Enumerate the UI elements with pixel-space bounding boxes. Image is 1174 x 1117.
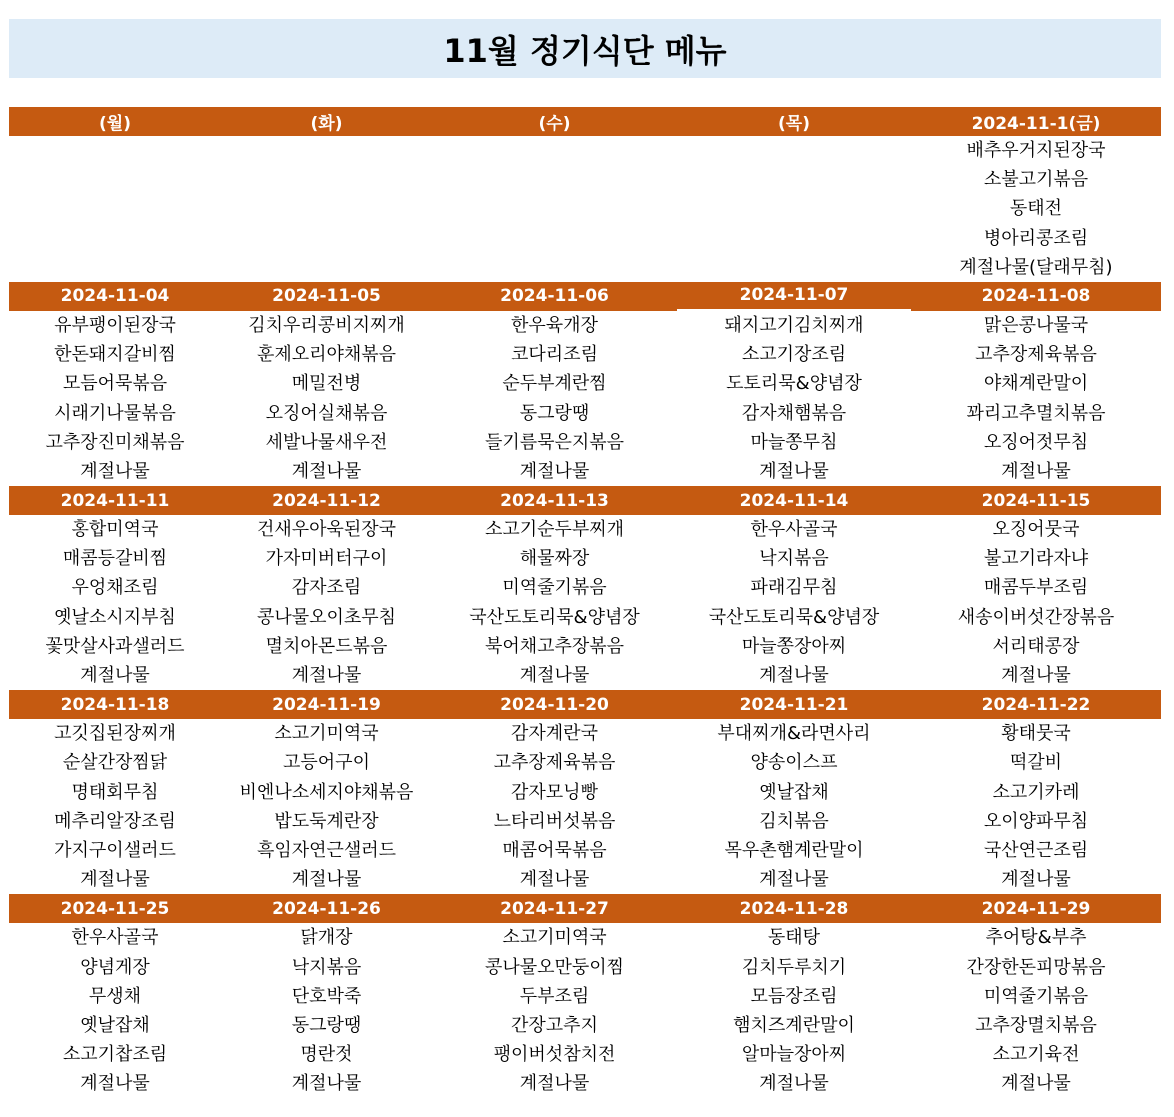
menu-item: 병아리콩조림 — [983, 227, 1089, 249]
menu-item: 고깃집된장찌개 — [54, 723, 176, 745]
day-header: 2024-11-18 — [9, 690, 221, 719]
menu-item: 알마늘장아찌 — [741, 1044, 847, 1066]
menu-item: 고추장진미채볶음 — [45, 431, 185, 453]
day-header: 2024-11-29 — [911, 894, 1161, 923]
menu-item: 계절나물 — [1001, 869, 1071, 891]
menu-item: 한우육개장 — [511, 314, 598, 336]
menu-item: 두부조림 — [519, 985, 590, 1007]
menu-item: 단호박죽 — [291, 985, 362, 1007]
day-header: 2024-11-05 — [221, 282, 432, 311]
menu-item: 소불고기볶음 — [983, 169, 1089, 191]
menu-item: 계절나물 — [1001, 1073, 1071, 1095]
menu-item: 한우사골국 — [71, 927, 159, 949]
menu-item: 동그랑땡 — [291, 1014, 362, 1036]
menu-item: 국산도토리묵&양념장 — [708, 606, 880, 628]
menu-item: 계절나물 — [759, 460, 829, 482]
menu-item: 가자미버터구이 — [265, 548, 388, 570]
day-menu — [677, 923, 911, 1098]
menu-item: 오징어실채볶음 — [265, 402, 388, 424]
day-header: 2024-11-12 — [221, 486, 432, 515]
menu-item: 꽃맛살사과샐러드 — [45, 635, 185, 657]
menu-item: 모듬어묵볶음 — [62, 373, 168, 395]
day-header: 2024-11-08 — [911, 282, 1161, 311]
menu-item: 비엔나소세지야채볶음 — [239, 781, 414, 803]
menu-item: 계절나물 — [80, 869, 150, 891]
day-menu — [911, 136, 1161, 282]
menu-item: 김치볶음 — [759, 810, 829, 832]
menu-item: 낙지볶음 — [759, 548, 829, 570]
menu-item: 가지구이샐러드 — [54, 839, 176, 861]
day-menu — [677, 719, 911, 894]
menu-item: 계절나물 — [759, 869, 829, 891]
menu-item: 계절나물 — [80, 665, 150, 686]
menu-item: 마늘쫑무침 — [750, 431, 838, 453]
menu-item: 동태탕 — [767, 927, 821, 949]
menu-item: 한우사골국 — [750, 519, 838, 541]
day-header: 2024-11-15 — [911, 486, 1161, 515]
day-menu — [9, 311, 221, 486]
menu-item: 김치두루치기 — [741, 956, 847, 978]
menu-item: 밥도둑계란장 — [274, 810, 379, 832]
menu-item: 국산도토리묵&양념장 — [469, 606, 640, 628]
day-menu — [9, 515, 221, 690]
day-menu — [9, 136, 221, 282]
day-header: 2024-11-04 — [9, 282, 221, 311]
menu-item: 순살간장찜닭 — [62, 752, 168, 774]
menu-item: 계절나물 — [1001, 460, 1071, 482]
menu-item: 코다리조림 — [511, 344, 598, 366]
menu-item: 오징어젓무침 — [983, 431, 1089, 453]
menu-item: 건새우아욱된장국 — [256, 519, 397, 541]
menu-item: 유부팽이된장국 — [54, 314, 176, 336]
day-header: 2024-11-22 — [911, 690, 1161, 719]
menu-item: 모듬장조림 — [750, 985, 838, 1007]
menu-item: 동태전 — [1009, 198, 1063, 220]
day-header: 2024-11-21 — [677, 690, 911, 719]
menu-item: 소고기순두부찌개 — [484, 519, 625, 541]
day-menu — [221, 515, 432, 690]
menu-item: 양념게장 — [80, 956, 150, 978]
menu-item: 추어탕&부추 — [985, 927, 1087, 949]
day-header: 2024-11-07 — [677, 282, 911, 311]
day-header: (월) — [9, 107, 221, 136]
menu-item: 김치우리콩비지찌개 — [248, 314, 405, 336]
menu-item: 미역줄기볶음 — [502, 577, 607, 599]
menu-item: 계절나물(달래무침) — [959, 256, 1113, 278]
day-menu — [677, 136, 911, 282]
menu-item: 계절나물 — [519, 1073, 590, 1095]
menu-item: 옛날잡채 — [80, 1014, 150, 1036]
day-menu — [911, 719, 1161, 894]
menu-item: 꽈리고추멸치볶음 — [966, 402, 1106, 424]
page-title: 11월 정기식단 메뉴 — [443, 31, 727, 70]
day-header: 2024-11-1(금) — [911, 107, 1161, 136]
menu-item: 서리태콩장 — [992, 635, 1080, 657]
menu-item: 맑은콩나물국 — [983, 314, 1089, 336]
menu-item: 소고기육전 — [992, 1044, 1080, 1066]
menu-item: 파래김무침 — [750, 577, 838, 599]
day-header: 2024-11-28 — [677, 894, 911, 923]
menu-item: 명태회무침 — [71, 781, 159, 803]
menu-item: 매콤등갈비찜 — [62, 548, 168, 570]
menu-item: 해물짜장 — [519, 548, 590, 570]
menu-item: 느타리버섯볶음 — [493, 810, 616, 832]
day-menu — [432, 719, 677, 894]
menu-item: 낙지볶음 — [291, 956, 362, 978]
menu-item: 한돈돼지갈비찜 — [54, 344, 176, 366]
menu-item: 옛날소시지부침 — [54, 606, 176, 628]
day-header: 2024-11-14 — [677, 486, 911, 515]
menu-item: 계절나물 — [80, 1073, 150, 1095]
menu-item: 콩나물오이초무침 — [256, 606, 397, 628]
menu-item: 계절나물 — [291, 869, 362, 891]
menu-item: 감자조림 — [291, 577, 362, 599]
menu-item: 옛날잡채 — [759, 781, 829, 803]
menu-item: 계절나물 — [1001, 665, 1071, 686]
menu-item: 계절나물 — [519, 460, 590, 482]
menu-item: 고등어구이 — [283, 752, 370, 774]
menu-item: 돼지고기김치찌개 — [724, 314, 864, 336]
menu-item: 동그랑땡 — [519, 402, 590, 424]
day-menu — [911, 515, 1161, 690]
day-header: 2024-11-26 — [221, 894, 432, 923]
menu-item: 양송이스프 — [750, 752, 838, 774]
menu-item: 간장고추지 — [511, 1014, 598, 1036]
menu-item: 계절나물 — [80, 460, 150, 482]
menu-table — [9, 107, 1161, 1098]
menu-item: 멸치아몬드볶음 — [265, 635, 388, 657]
menu-item: 감자모닝빵 — [511, 781, 598, 803]
menu-item: 계절나물 — [291, 1073, 362, 1095]
day-menu — [221, 136, 432, 282]
menu-item: 마늘쫑장아찌 — [741, 635, 847, 657]
menu-item: 소고기카레 — [992, 781, 1080, 803]
menu-item: 도토리묵&양념장 — [726, 373, 862, 395]
day-menu — [677, 515, 911, 690]
menu-item: 메추리알장조림 — [54, 810, 176, 832]
menu-item: 북어채고추장볶음 — [484, 635, 625, 657]
menu-item: 고추장멸치볶음 — [975, 1014, 1097, 1036]
menu-item: 계절나물 — [519, 665, 590, 686]
menu-item: 간장한돈피망볶음 — [966, 956, 1106, 978]
day-header: (수) — [432, 107, 677, 136]
day-menu — [432, 515, 677, 690]
menu-item: 계절나물 — [759, 665, 829, 686]
day-header: 2024-11-20 — [432, 690, 677, 719]
day-menu — [677, 311, 911, 486]
menu-item: 오이양파무침 — [983, 810, 1089, 832]
menu-item: 오징어뭇국 — [992, 519, 1080, 541]
menu-item: 야채계란말이 — [983, 373, 1089, 395]
menu-item: 소고기미역국 — [502, 927, 607, 949]
day-menu — [911, 923, 1161, 1098]
menu-item: 명란젓 — [300, 1044, 353, 1066]
day-menu — [9, 719, 221, 894]
menu-item: 고추장제육볶음 — [975, 344, 1097, 366]
menu-item: 부대찌개&라면사리 — [717, 723, 871, 745]
menu-item: 미역줄기볶음 — [983, 985, 1089, 1007]
menu-item: 닭개장 — [300, 927, 353, 949]
menu-item: 감자계란국 — [511, 723, 598, 745]
day-menu — [221, 719, 432, 894]
menu-item: 순두부계란찜 — [502, 373, 607, 395]
menu-item: 훈제오리야채볶음 — [256, 344, 397, 366]
menu-item: 팽이버섯참치전 — [493, 1044, 616, 1066]
menu-item: 들기름묵은지볶음 — [484, 431, 625, 453]
menu-item: 계절나물 — [759, 1073, 829, 1095]
menu-item: 떡갈비 — [1009, 752, 1063, 774]
menu-item: 목우촌햄계란말이 — [724, 839, 864, 861]
day-header: 2024-11-06 — [432, 282, 677, 311]
menu-item: 메밀전병 — [291, 373, 362, 395]
menu-item: 소고기장조림 — [741, 344, 847, 366]
menu-item: 새송이버섯간장볶음 — [957, 606, 1115, 628]
day-header: (목) — [677, 107, 911, 136]
day-header: 2024-11-25 — [9, 894, 221, 923]
day-header: 2024-11-27 — [432, 894, 677, 923]
menu-item: 홍합미역국 — [71, 519, 159, 541]
menu-item: 우엉채조림 — [71, 577, 159, 599]
menu-item: 계절나물 — [519, 869, 590, 891]
menu-item: 세발나물새우전 — [265, 431, 388, 453]
day-header: 2024-11-11 — [9, 486, 221, 515]
day-menu — [221, 923, 432, 1098]
day-menu — [221, 311, 432, 486]
day-header: 2024-11-19 — [221, 690, 432, 719]
menu-item: 콩나물오만둥이찜 — [484, 956, 625, 978]
menu-item: 소고기미역국 — [274, 723, 379, 745]
day-menu — [432, 136, 677, 282]
menu-item: 고추장제육볶음 — [493, 752, 616, 774]
menu-item: 계절나물 — [291, 665, 362, 686]
day-header: 2024-11-13 — [432, 486, 677, 515]
menu-item: 국산연근조림 — [983, 839, 1089, 861]
menu-item: 불고기라자냐 — [983, 548, 1089, 570]
day-header: (화) — [221, 107, 432, 136]
day-menu — [432, 923, 677, 1098]
menu-item: 매콤두부조림 — [983, 577, 1089, 599]
menu-item: 무생채 — [88, 985, 142, 1007]
menu-item: 감자채햄볶음 — [741, 402, 847, 424]
day-menu — [911, 311, 1161, 486]
menu-item: 황태뭇국 — [1001, 723, 1071, 745]
day-menu — [9, 923, 221, 1098]
menu-item: 흑임자연근샐러드 — [256, 839, 397, 861]
menu-item: 계절나물 — [291, 460, 362, 482]
menu-item: 시래기나물볶음 — [54, 402, 176, 424]
menu-item: 소고기찹조림 — [62, 1044, 168, 1066]
menu-item: 매콤어묵볶음 — [502, 839, 607, 861]
title-banner — [9, 19, 1161, 78]
menu-item: 배추우거지된장국 — [966, 140, 1106, 161]
day-menu — [432, 311, 677, 486]
menu-item: 햄치즈계란말이 — [733, 1014, 855, 1036]
